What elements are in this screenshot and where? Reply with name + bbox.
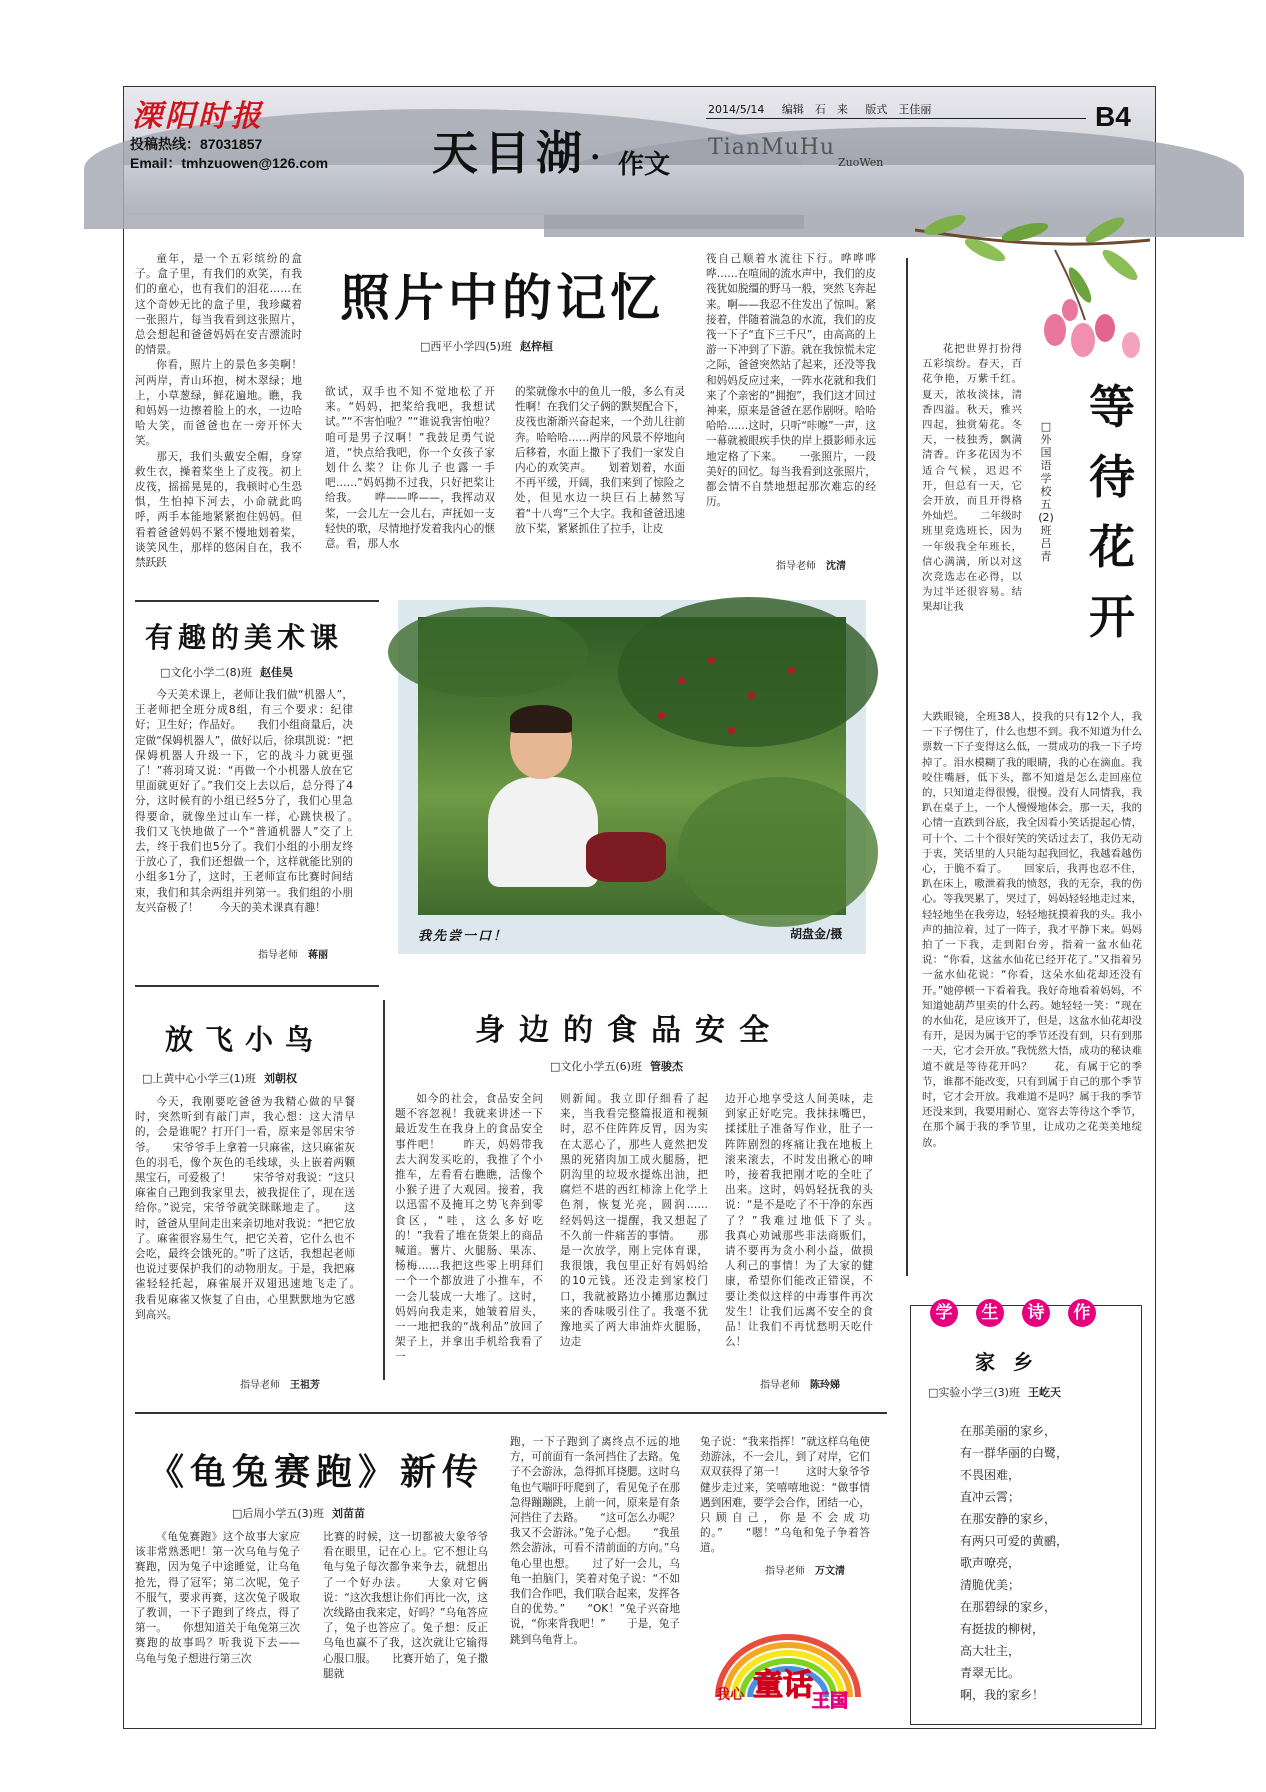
issue-layout: 版式 王佳丽	[865, 103, 932, 116]
article3-teacher: 指导老师 蒋丽	[258, 950, 328, 961]
article4-body: 今天，我刚要吃爸爸为我精心做的早餐时，突然听到有敲门声，我心想：这大清早的，会是谁呢？打开门一看，原来是邻居宋爷爷。 宋爷爷手上拿着一只麻雀，这只麻雀灰色的羽毛，像个灰色的毛线球，头上嵌着两颗黑宝石，可爱极了！ 宋爷爷对我说：“这只麻雀自己跑到我家里去，被我捉住了，现在送给你。”说完，宋爷爷就笑眯眯地走了。 这时，爸爸从里间走出来亲切地对我说：“把它放了。麻雀很容易生气，把它关着，它什么也不会吃，最终会饿死的。”听了这话，我想起老师也说过要保护我们的动物朋友。于是，我把麻雀轻轻托起，麻雀展开双翅迅速地飞走了。 我看见麻雀又恢复了自由，心里默默地为它感到高兴。	[135, 1096, 377, 1321]
email: Email：tmhzuowen@126.com	[130, 155, 329, 171]
poem-line: 有一群华丽的白鹭，	[960, 1446, 1069, 1460]
article2-col-top: 花把世界打扮得五彩缤纷。春天，百花争艳，万紫千红。夏天，浓妆淡抹，清香四溢。秋天，雅兴四起，独赏菊花。冬天，一枝独秀，飘满清香。许多花因为不适合气候，迟迟不开，但总有一天，它会开放，而且开得格外灿烂。 二年级时班里竞选班长，因为一年级我全年班长，信心满满，所以对这次竞选志在必得，以为过半还很容易。结果却让我	[922, 343, 1022, 614]
article1-title: 照片中的记忆	[340, 268, 664, 327]
section-subtitle: 作文	[618, 150, 671, 180]
poem-line: 直冲云霄；	[960, 1490, 1021, 1504]
photo-credit: 胡盘金/摄	[790, 927, 843, 941]
article5-teacher: 指导老师 陈玲娣	[760, 1380, 840, 1391]
article4-divider	[383, 1000, 385, 1380]
fairy-tale-kingdom-logo	[708, 1627, 868, 1712]
poem-line: 在那安静的家乡，	[960, 1512, 1057, 1526]
article5-col3: 边开心地享受这人间美味，走到家正好吃完。我抹抹嘴巴，揉揉肚子准备写作业，肚子一阵阵剧烈的疼痛让我在地板上滚来滚去，不时发出揪心的呻吟，接着我把刚才吃的全吐了出来。这时，妈妈轻抚我的头说：“是不是吃了不干净的东西了？”我难过地低下了头。 我真心劝诫那些非法商贩们，请不要再为贪小利小益，做损人利己的事情！为了大家的健康，希望你们能改正错误，不要让类似这样的中毒事件再次发生！让我们远离不安全的食品！让我们不再忧愁明天吃什么！	[725, 1093, 895, 1349]
hotline: 投稿热线：87031857	[130, 136, 263, 152]
page-number: B4	[1095, 101, 1131, 132]
paper-logo: 溧阳时报	[132, 99, 264, 134]
article2-byline: □外国语学校五(2)班 吕青	[1038, 420, 1063, 563]
poem-byline: □实验小学三(3)班 王屹天	[928, 1386, 1061, 1399]
issue-date: 2014/5/14	[708, 103, 765, 116]
article1-teacher: 指导老师 沈清	[776, 561, 846, 572]
poem-line: 在那美丽的家乡，	[960, 1424, 1057, 1438]
article6-top-rule	[135, 1412, 887, 1414]
svg-text:王国: 王国	[812, 1691, 848, 1712]
article6-col1: 《龟兔赛跑》这个故事大家应该非常熟悉吧！第一次乌龟与兔子赛跑，因为兔子中途睡觉，让乌龟抢先，得了冠军；第二次呢，兔子不服气，要求再赛，这次兔子吸取了教训，一下子跑到了终点，得了第一。 你想知道关于龟兔第三次赛跑的故事吗？听我说下去—— 乌龟与兔子想进行第三次	[135, 1531, 322, 1665]
issue-info	[708, 101, 945, 117]
article1-col3: 的桨就像水中的鱼儿一般，多么有灵性啊！在我们父子俩的默契配合下，皮筏也渐渐兴奋起来，一个劲儿往前奔。哈哈哈……两岸的风景不停地向后移着，水面上撒下了我们一家发自内心的欢笑声。 划着划着，水面不再平缓，开阔，我们来到了惊险之处，但见水边一块巨石上赫然写着“十八弯”三个大字。我和爸爸迅速放下桨，紧紧抓住了拉手，让皮	[515, 386, 685, 535]
article6-byline: □后周小学五(3)班 刘苗苗	[232, 1507, 365, 1520]
section-pinyin-sub: ZuoWen	[838, 156, 884, 169]
poem-line: 不畏困难，	[960, 1468, 1021, 1482]
svg-text:我心: 我心	[716, 1687, 744, 1703]
article3-body: 今天美术课上，老师让我们做“机器人”，王老师把全班分成8组，有三个要求：纪律好；卫生好；作品好。 我们小组商量后，决定做“保姆机器人”，做好以后，徐琪凯说：“把保姆机器人升级一下，它的战斗力就更强了！”蒋羽琦又说：“再做一个小机器人放在它里面就更好了。”我们交上去以后，总分得了4分，这时候有的小组已经5分了，我们心里急得要命，就像坐过山车一样，心跳快极了。 我们又飞快地做了一个“普通机器人”交了上去，终于我们也5分了。我们小组的小朋友终于放心了，我们还想做一个，这样就能比别的小组多1分了，这时，王老师宣布比赛时间结束，我们和其余两组并列第一。我们组的小朋友兴奋极了！ 今天的美术课真有趣！	[135, 689, 375, 914]
article2-title: 等待花开	[1089, 380, 1135, 644]
article5-title: 身边的食品安全	[475, 1013, 783, 1048]
issue-editor: 编辑 石 来	[781, 103, 848, 116]
article6-title: 《龟兔赛跑》新传	[148, 1451, 485, 1493]
article5-col2: 则新闻。我立即仔细看了起来，当我看完整篇报道和视频时，忍不住阵阵反胃，因为实在太恶心了，那些人竟然把发黑的死猪肉加工成火腿肠，把阴沟里的垃圾水提炼出油，把腐烂不堪的西红柿涂上化学上色剂，恢复光亮，圆润…… 经妈妈这一提醒，我又想起了不久前一件痛苦的事情。 那是一次放学，刚上完体育课，我很饿，我包里正好有妈妈给的10元钱。还没走到家校门口，我就被路边小摊那边飘过来的香味吸引住了。我毫不犹豫地买了两大串油炸火腿肠，边走	[560, 1093, 730, 1349]
photo-caption: 我先尝一口！	[418, 929, 509, 944]
article6-teacher: 指导老师 万文清	[765, 1566, 845, 1577]
section-dot: ·	[590, 140, 601, 175]
poem-line: 清脆优美；	[960, 1578, 1021, 1592]
article5-col1: 如今的社会，食品安全问题不容忽视！我就来讲述一下最近发生在我身上的食品安全事件吧！ 昨天，妈妈带我去大润发买吃的，我推了个小推车，左看看右瞧瞧，活像个小猴子进了大观园。接着，我以迅雷不及掩耳之势飞奔到零食区，“哇，这么多好吃的！”我看了堆在货架上的商品喊道。薯片、火腿肠、果冻、杨梅……我把这些零上明拜们一个一个都放进了小推车，不一会儿装成一大堆了。这时，妈妈向我走来，她皱着眉头，一一地把我的“战利品”放回了架子上，并拿出手机给我看了一	[395, 1093, 543, 1364]
poem-line: 高大壮主，	[960, 1644, 1021, 1658]
issue-underline	[706, 118, 1086, 119]
article1-byline: □西平小学四(5)班 赵梓桓	[420, 340, 553, 353]
article4-top-rule	[135, 985, 379, 987]
article1-col4: 筏自己顺着水流往下行。哗哗哗哗……在喧闹的流水声中，我们的皮筏犹如脱缰的野马一般，突然飞奔起来。啊——我忍不住发出了惊叫。紧接着，伴随着湍急的水流，我们的皮筏一下子“直下三千尺”，由高高的上游一下冲到了下游。就在我惊慌未定之际，爸爸突然站了起来，还没等我和妈妈反应过来，一阵水花就和我们来了个亲密的“拥抱”，我们这才回过神来，原来是爸爸在恶作剧呀。哈哈哈哈……这时，只听“咔嚓”一声，这一幕就被眼疾手快的岸上摄影师永远地定格了下来。 一张照片，一段美好的回忆。每当我看到这张照片，都会情不自禁地想起那次难忘的经历。	[706, 253, 876, 509]
poem-line: 在那碧绿的家乡，	[960, 1600, 1057, 1614]
poem-header: 学 生 诗 作	[930, 1290, 1102, 1327]
article2-col-bottom: 大跌眼镜，全班38人，投我的只有12个人，我一下子愣住了，什么也想不到。我不知道为什么票数一下子变得这么低，一贯成功的我一下子垮掉了。泪水模糊了我的眼睛，我的心在滴血。我咬住嘴唇，低下头，都不知道是怎么走回座位的，只知道走得很慢，很慢。没有人同情我，我趴在桌子上，一个人慢慢地体会。那一天，我的心情一直跌到谷底，我全因看小笑话提起心情，可十个、二十个很好笑的笑话过去了，我仍无动于衷，笑话里的人只能勾起我回忆，我越看越伤心，于脆不看了。 回家后，我再也忍不住，趴在床上，嗷泄着我的愤怒，我的无奈，我的伤心。等我哭累了，哭过了，妈妈轻轻地走过来，轻轻地坐在我旁边，轻轻地抚摸着我的头。我小声的抽泣着，过了一阵子，我才平静下来。妈妈拍了一下我，走到阳台旁，指着一盆水仙花说：“你看，这盆水仙花已经开花了。”又指着另一盆水仙花说：“你看，这朵水仙花却还没有开。”她停顿一下看着我。我好奇地看着妈妈，不知道她葫芦里卖的什么药。她轻轻一笑：“现在的水仙花，是应该开了，但是，这盆水仙花却没有开，是因为属于它的季节还没有到，只有到那一天，它才会开放。”我恍然大悟，成功的秘诀难道不就是等待花开吗？ 花，有属于它的季节，谁都不能改变，只有到属于自己的那个季节时，它才会开放。我难道不是吗？属于我的季节还没来到，我要用耐心、宽容去等待这个季节，在那个属于我的季节里，让成功之花美美地绽放。	[922, 711, 1142, 1149]
poem-line: 青翠无比。	[960, 1666, 1021, 1680]
poem-line: 有两只可爱的黄鹂，	[960, 1534, 1069, 1548]
article3-top-rule	[135, 600, 379, 602]
article4-byline: □上黄中心小学三(1)班 刘朝权	[142, 1072, 297, 1085]
article4-title: 放飞小鸟	[165, 1023, 326, 1056]
article4-teacher: 指导老师 王祖芳	[240, 1380, 320, 1391]
article2-divider	[906, 258, 908, 1276]
poem-line: 歌声嘹亮，	[960, 1556, 1021, 1570]
poem-line: 有挺拔的柳树，	[960, 1622, 1045, 1636]
section-title: 天目湖	[432, 126, 588, 180]
child-eating-berries-photo	[418, 617, 846, 915]
article6-col3: 跑，一下子跑到了离终点不远的地方，可前面有一条河挡住了去路。兔子不会游泳，急得抓耳挠腮。这时乌龟也气喘吁吁爬到了，看见兔子在那急得蹦蹦跳，上前一问，原来是有条河挡住了去路。 “这可怎么办呢？我又不会游泳。”兔子心想。 “我虽然会游泳，可看不清前面的方向。”乌龟心里也想。 过了好一会儿，乌龟一拍脑门，笑着对兔子说：“不如我们合作吧，我们联合起来，发挥各自的优势。” “OK！”兔子兴奋地说，“你来背我吧！” 于是，兔子跳到乌龟背上。	[510, 1436, 680, 1646]
article1-col1: 童年，是一个五彩缤纷的盒子。盒子里，有我们的欢笑，有我们的童心，也有我们的泪花……在这个奇妙无比的盒子里，我珍藏着一张照片，每当我看到这张照片，总会想起和爸爸妈妈在安吉漂流时的情景。 你看，照片上的景色多美啊！河两岸，青山环抱，树木翠绿；地上，小草葱绿，鲜花遍地。瞧，我和妈妈一边擦着脸上的水，一边哈哈大笑，而爸爸也在一旁开怀大笑。 那天，我们头戴安全帽，身穿救生衣，操着桨坐上了皮筏。初上皮筏，摇摇晃晃的，我顿时心生恐惧，生怕掉下河去，小命就此呜呼，两手本能地紧紧抱住妈妈。但看着爸爸妈妈不紧不慢地划着桨，谈笑风生，那样的悠闲自在，我不禁跃跃	[135, 253, 302, 570]
article3-title: 有趣的美术课	[145, 621, 344, 654]
article3-byline: □文化小学二(8)班 赵佳昊	[160, 666, 293, 679]
article1-col2: 欲试，双手也不知不觉地松了开来。“妈妈，把桨给我吧，我想试试。”“不害怕啦？”“谁说我害怕啦？咱可是男子汉啊！”我鼓足勇气说道，“快点给我吧，你一个女孩子家划什么桨？让你儿子也露一手吧……”妈妈拗不过我，只好把桨让给我。 哗——哗——，我挥动双桨，一会儿左一会儿右，声抚如一支轻快的歌，尽情地抒发着我内心的惬意。看，那人水	[325, 386, 495, 551]
article5-byline: □文化小学五(6)班 管骏杰	[550, 1060, 683, 1073]
poem-line: 啊，我的家乡！	[960, 1688, 1045, 1702]
article6-col2: 比赛的时候，这一切都被大象爷爷看在眼里，记在心上。它不想让乌龟与兔子每次都争来争去，就想出了一个好办法。 大象对它俩说：“这次我想让你们再比一次，这次线路由我来定，好吗？”乌龟答应了，兔子也答应了。兔子想：反正乌龟也赢不了我，这次就让它输得心服口服。 比赛开始了，兔子撒腿就	[323, 1531, 488, 1680]
article6-col4: 兔子说：“我来指挥！”就这样乌龟使劲游泳，不一会儿，到了对岸，它们双双获得了第一！ 这时大象爷爷健步走过来，笑嘻嘻地说：“做事情遇到困难，要学会合作，团结一心，只顾自己，你是不会成功的。” “嗯！”乌龟和兔子争着答道。	[700, 1436, 870, 1555]
section-pinyin: TianMuHu	[708, 135, 836, 160]
svg-text:童话: 童话	[753, 1668, 813, 1703]
poem-title: 家乡	[975, 1350, 1051, 1374]
